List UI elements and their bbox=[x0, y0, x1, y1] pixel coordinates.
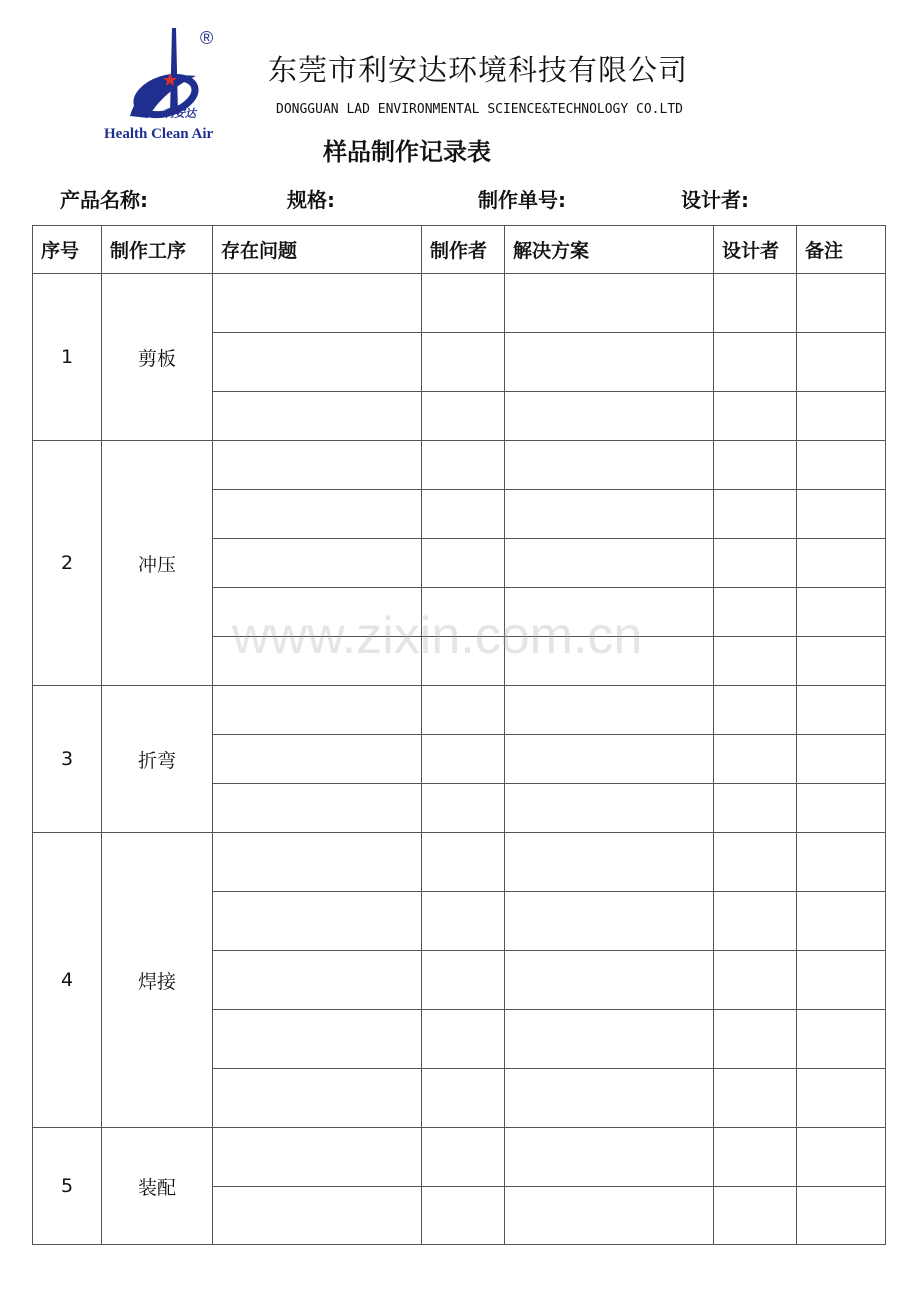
header-cell: 设计者 bbox=[714, 226, 797, 274]
problem-cell[interactable] bbox=[213, 637, 422, 686]
remark-cell[interactable] bbox=[797, 274, 886, 333]
maker-cell[interactable] bbox=[422, 1010, 505, 1069]
table-row bbox=[33, 441, 886, 490]
maker-cell[interactable] bbox=[422, 392, 505, 441]
problem-cell[interactable] bbox=[213, 735, 422, 784]
designer-cell[interactable] bbox=[714, 951, 797, 1010]
remark-cell[interactable] bbox=[797, 784, 886, 833]
maker-cell[interactable] bbox=[422, 274, 505, 333]
table-row bbox=[33, 833, 886, 892]
remark-cell[interactable] bbox=[797, 333, 886, 392]
problem-cell[interactable] bbox=[213, 951, 422, 1010]
process-step: 冲压 bbox=[102, 441, 213, 686]
row-number: 2 bbox=[33, 441, 102, 686]
remark-cell[interactable] bbox=[797, 735, 886, 784]
remark-cell[interactable] bbox=[797, 686, 886, 735]
solution-cell[interactable] bbox=[505, 892, 714, 951]
table-header-row bbox=[33, 226, 886, 274]
designer-cell[interactable] bbox=[714, 637, 797, 686]
solution-cell[interactable] bbox=[505, 588, 714, 637]
maker-cell[interactable] bbox=[422, 490, 505, 539]
solution-cell[interactable] bbox=[505, 441, 714, 490]
table-row bbox=[33, 274, 886, 333]
maker-cell[interactable] bbox=[422, 892, 505, 951]
remark-cell[interactable] bbox=[797, 1010, 886, 1069]
record-table bbox=[32, 225, 886, 1245]
maker-cell[interactable] bbox=[422, 441, 505, 490]
problem-cell[interactable] bbox=[213, 441, 422, 490]
problem-cell[interactable] bbox=[213, 392, 422, 441]
company-name-en: DONGGUAN LAD ENVIRONMENTAL SCIENCE&TECHNOLOGY CO.LTD bbox=[276, 102, 683, 117]
problem-cell[interactable] bbox=[213, 539, 422, 588]
remark-cell[interactable] bbox=[797, 1069, 886, 1128]
company-name-cn: 东莞市利安达环境科技有限公司 bbox=[268, 53, 689, 87]
process-step: 装配 bbox=[102, 1128, 213, 1245]
remark-cell[interactable] bbox=[797, 892, 886, 951]
form-title: 样品制作记录表 bbox=[323, 138, 491, 166]
registered-mark: ® bbox=[200, 28, 214, 48]
solution-cell[interactable] bbox=[505, 333, 714, 392]
row-number: 1 bbox=[33, 274, 102, 441]
row-number: 3 bbox=[33, 686, 102, 833]
maker-cell[interactable] bbox=[422, 539, 505, 588]
row-number: 4 bbox=[33, 833, 102, 1128]
solution-cell[interactable] bbox=[505, 490, 714, 539]
remark-cell[interactable] bbox=[797, 588, 886, 637]
solution-cell[interactable] bbox=[505, 784, 714, 833]
maker-cell[interactable] bbox=[422, 951, 505, 1010]
designer-cell[interactable] bbox=[714, 784, 797, 833]
problem-cell[interactable] bbox=[213, 686, 422, 735]
solution-cell[interactable] bbox=[505, 637, 714, 686]
designer-cell[interactable] bbox=[714, 539, 797, 588]
problem-cell[interactable] bbox=[213, 1187, 422, 1245]
maker-cell[interactable] bbox=[422, 784, 505, 833]
header-cell: 解决方案 bbox=[505, 226, 714, 274]
field-spec: 规格: bbox=[287, 188, 335, 212]
solution-cell[interactable] bbox=[505, 392, 714, 441]
solution-cell[interactable] bbox=[505, 1010, 714, 1069]
maker-cell[interactable] bbox=[422, 588, 505, 637]
designer-cell[interactable] bbox=[714, 588, 797, 637]
problem-cell[interactable] bbox=[213, 274, 422, 333]
header-cell: 制作者 bbox=[422, 226, 505, 274]
process-step: 焊接 bbox=[102, 833, 213, 1128]
problem-cell[interactable] bbox=[213, 1128, 422, 1187]
designer-cell[interactable] bbox=[714, 274, 797, 333]
solution-cell[interactable] bbox=[505, 1187, 714, 1245]
remark-cell[interactable] bbox=[797, 951, 886, 1010]
company-logo bbox=[100, 26, 240, 150]
header-cell: 存在问题 bbox=[213, 226, 422, 274]
designer-cell[interactable] bbox=[714, 1128, 797, 1187]
solution-cell[interactable] bbox=[505, 951, 714, 1010]
remark-cell[interactable] bbox=[797, 1128, 886, 1187]
field-order-no: 制作单号: bbox=[478, 188, 566, 212]
header-cell: 制作工序 bbox=[102, 226, 213, 274]
remark-cell[interactable] bbox=[797, 441, 886, 490]
problem-cell[interactable] bbox=[213, 1069, 422, 1128]
maker-cell[interactable] bbox=[422, 1187, 505, 1245]
problem-cell[interactable] bbox=[213, 1010, 422, 1069]
remark-cell[interactable] bbox=[797, 490, 886, 539]
header-cell: 备注 bbox=[797, 226, 886, 274]
designer-cell[interactable] bbox=[714, 833, 797, 892]
remark-cell[interactable] bbox=[797, 1187, 886, 1245]
problem-cell[interactable] bbox=[213, 588, 422, 637]
remark-cell[interactable] bbox=[797, 392, 886, 441]
maker-cell[interactable] bbox=[422, 333, 505, 392]
maker-cell[interactable] bbox=[422, 1069, 505, 1128]
problem-cell[interactable] bbox=[213, 333, 422, 392]
solution-cell[interactable] bbox=[505, 539, 714, 588]
process-step: 折弯 bbox=[102, 686, 213, 833]
designer-cell[interactable] bbox=[714, 1069, 797, 1128]
solution-cell[interactable] bbox=[505, 686, 714, 735]
maker-cell[interactable] bbox=[422, 833, 505, 892]
designer-cell[interactable] bbox=[714, 392, 797, 441]
designer-cell[interactable] bbox=[714, 735, 797, 784]
solution-cell[interactable] bbox=[505, 1128, 714, 1187]
logo-brand-cn: 利安达 bbox=[163, 107, 196, 120]
table-row bbox=[33, 1128, 886, 1187]
designer-cell[interactable] bbox=[714, 892, 797, 951]
header-cell: 序号 bbox=[33, 226, 102, 274]
maker-cell[interactable] bbox=[422, 686, 505, 735]
designer-cell[interactable] bbox=[714, 490, 797, 539]
row-number: 5 bbox=[33, 1128, 102, 1245]
process-step: 剪板 bbox=[102, 274, 213, 441]
designer-cell[interactable] bbox=[714, 1010, 797, 1069]
problem-cell[interactable] bbox=[213, 784, 422, 833]
table-row bbox=[33, 686, 886, 735]
maker-cell[interactable] bbox=[422, 735, 505, 784]
problem-cell[interactable] bbox=[213, 833, 422, 892]
problem-cell[interactable] bbox=[213, 490, 422, 539]
designer-cell[interactable] bbox=[714, 686, 797, 735]
logo-slogan: Health Clean Air bbox=[104, 126, 214, 142]
watermark: www.zixin.com.cn bbox=[232, 607, 643, 665]
designer-cell[interactable] bbox=[714, 1187, 797, 1245]
remark-cell[interactable] bbox=[797, 539, 886, 588]
remark-cell[interactable] bbox=[797, 637, 886, 686]
designer-cell[interactable] bbox=[714, 441, 797, 490]
solution-cell[interactable] bbox=[505, 735, 714, 784]
maker-cell[interactable] bbox=[422, 637, 505, 686]
solution-cell[interactable] bbox=[505, 274, 714, 333]
problem-cell[interactable] bbox=[213, 892, 422, 951]
solution-cell[interactable] bbox=[505, 1069, 714, 1128]
field-designer: 设计者: bbox=[681, 188, 749, 212]
remark-cell[interactable] bbox=[797, 833, 886, 892]
solution-cell[interactable] bbox=[505, 833, 714, 892]
designer-cell[interactable] bbox=[714, 333, 797, 392]
maker-cell[interactable] bbox=[422, 1128, 505, 1187]
field-product-name: 产品名称: bbox=[60, 188, 148, 212]
